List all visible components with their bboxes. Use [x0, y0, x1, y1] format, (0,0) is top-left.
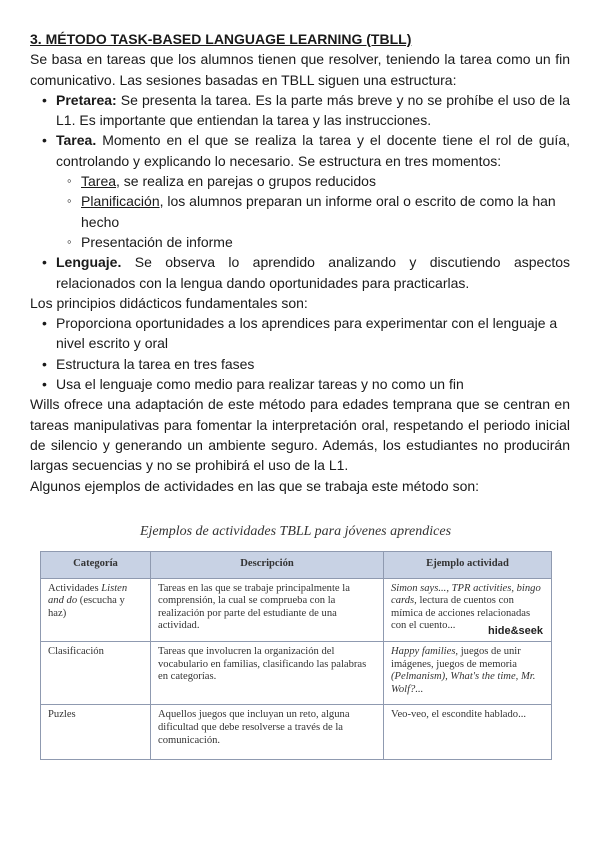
subphase-planificacion — [30, 191, 570, 232]
tarea-subphases-list — [30, 171, 570, 252]
row1-example-a: Simon says..., TPR activities, bingo cards, — [391, 582, 541, 607]
row2-example-b: juegos de unir imágenes, juegos de memoria — [391, 645, 521, 670]
table-row — [41, 705, 552, 760]
handwritten-note: hide&seek — [488, 624, 544, 637]
table-header-row — [41, 552, 552, 579]
structure-list-continued — [30, 252, 570, 293]
row2-example — [384, 641, 552, 704]
list-item-lenguaje — [30, 252, 570, 293]
row1-category — [41, 578, 151, 641]
row2-example-a: Happy families, — [391, 645, 459, 657]
lenguaje-text: Se observa lo aprendido analizando y discutiendo aspectos relacionados con la lengua dando oportunidades para practicarlas. — [56, 254, 570, 291]
table-row — [41, 641, 552, 704]
structure-list — [30, 90, 570, 171]
header-ejemplo: Ejemplo actividad — [384, 552, 552, 579]
principle-item: • Proporciona oportunidades a los aprendices para experimentar con el lenguaje a nivel escrito y oral — [30, 313, 570, 354]
pretarea-text: Se presenta la tarea. Es la parte más breve y no se prohíbe el uso de la L1. Es importante que entiendan la tarea y las instrucciones. — [56, 91, 570, 129]
subphase-planificacion-label: Planificación — [81, 193, 160, 210]
tarea-label: Tarea. — [56, 132, 97, 149]
row3-category: Puzles — [41, 705, 151, 760]
row1-example-b: lectura de cuentos con mímica de acciones relacionadas con el cuento... — [391, 595, 531, 632]
row3-description: Aquellos juegos que incluyan un reto, alguna dificultad que debe resolverse a través de la comunicación. — [151, 705, 384, 760]
row1-description: Tareas en las que se trabaje principalmente la comprensión, la cual se comprueba con la realización por parte del estudiante de una actividad. — [151, 578, 384, 641]
principles-intro: Los principios didácticos fundamentales son: — [30, 294, 308, 311]
examples-table — [40, 551, 552, 760]
lenguaje-label: Lenguaje. — [56, 254, 122, 271]
row1-example — [384, 578, 552, 641]
subphase-presentacion: ◦ Presentación de informe — [30, 232, 570, 252]
row1-category-c: (escucha y haz) — [48, 595, 125, 619]
principle-item: • Estructura la tarea en tres fases — [30, 354, 570, 374]
subphase-tarea — [30, 171, 570, 191]
list-item-tarea — [30, 130, 570, 171]
list-item-pretarea — [30, 90, 570, 131]
principle-item: • Usa el lenguaje como medio para realizar tareas y no como un fin — [30, 374, 570, 394]
tarea-text: Momento en el que se realiza la tarea y el docente tiene el rol de guía, controlando y explicando lo necesario. Se estructura en tres momentos: — [56, 132, 570, 169]
row2-description: Tareas que involucren la organización del vocabulario en familias, clasificando las palabras en categorías. — [151, 641, 384, 704]
figure-title: Ejemplos de actividades TBLL para jóvenes aprendices — [139, 524, 452, 539]
section-heading: 3. MÉTODO TASK-BASED LANGUAGE LEARNING (TBLL) — [30, 31, 412, 47]
principles-list — [30, 313, 570, 394]
table-row — [41, 578, 552, 641]
wills-paragraph: Wills ofrece una adaptación de este método para edades temprana que se centran en tareas manipulativas para fomentar la interpretación oral, respetando el periodo inicial de silencio y generando un ambiente seguro. Además, los estudiantes no producirán largas secuencias y no se prohibirá el uso de la L1. — [30, 396, 570, 474]
row1-category-a: Actividades — [48, 582, 102, 594]
document-page — [30, 29, 570, 496]
subphase-tarea-label: Tarea — [81, 173, 117, 190]
row2-example-c: (Pelmanism), What's the time, Mr. Wolf?... — [391, 671, 536, 695]
header-descripcion: Descripción — [151, 552, 384, 579]
pretarea-label: Pretarea: — [56, 91, 117, 108]
subphase-planificacion-text: , los alumnos preparan un informe oral o escrito de como la han hecho — [81, 193, 556, 230]
examples-figure — [40, 523, 551, 760]
header-categoria: Categoría — [41, 552, 151, 579]
row1-category-b: Listen and do — [48, 582, 128, 607]
examples-intro: Algunos ejemplos de actividades en las que se trabaja este método son: — [30, 477, 480, 494]
row2-category: Clasificación — [41, 641, 151, 704]
subphase-tarea-text: , se realiza en parejas o grupos reducidos — [116, 173, 376, 190]
row3-example: Veo-veo, el escondite hablado... — [384, 705, 552, 760]
intro-paragraph: Se basa en tareas que los alumnos tienen que resolver, teniendo la tarea como un fin comunicativo. Las sesiones basadas en TBLL siguen una estructura: — [30, 51, 570, 88]
